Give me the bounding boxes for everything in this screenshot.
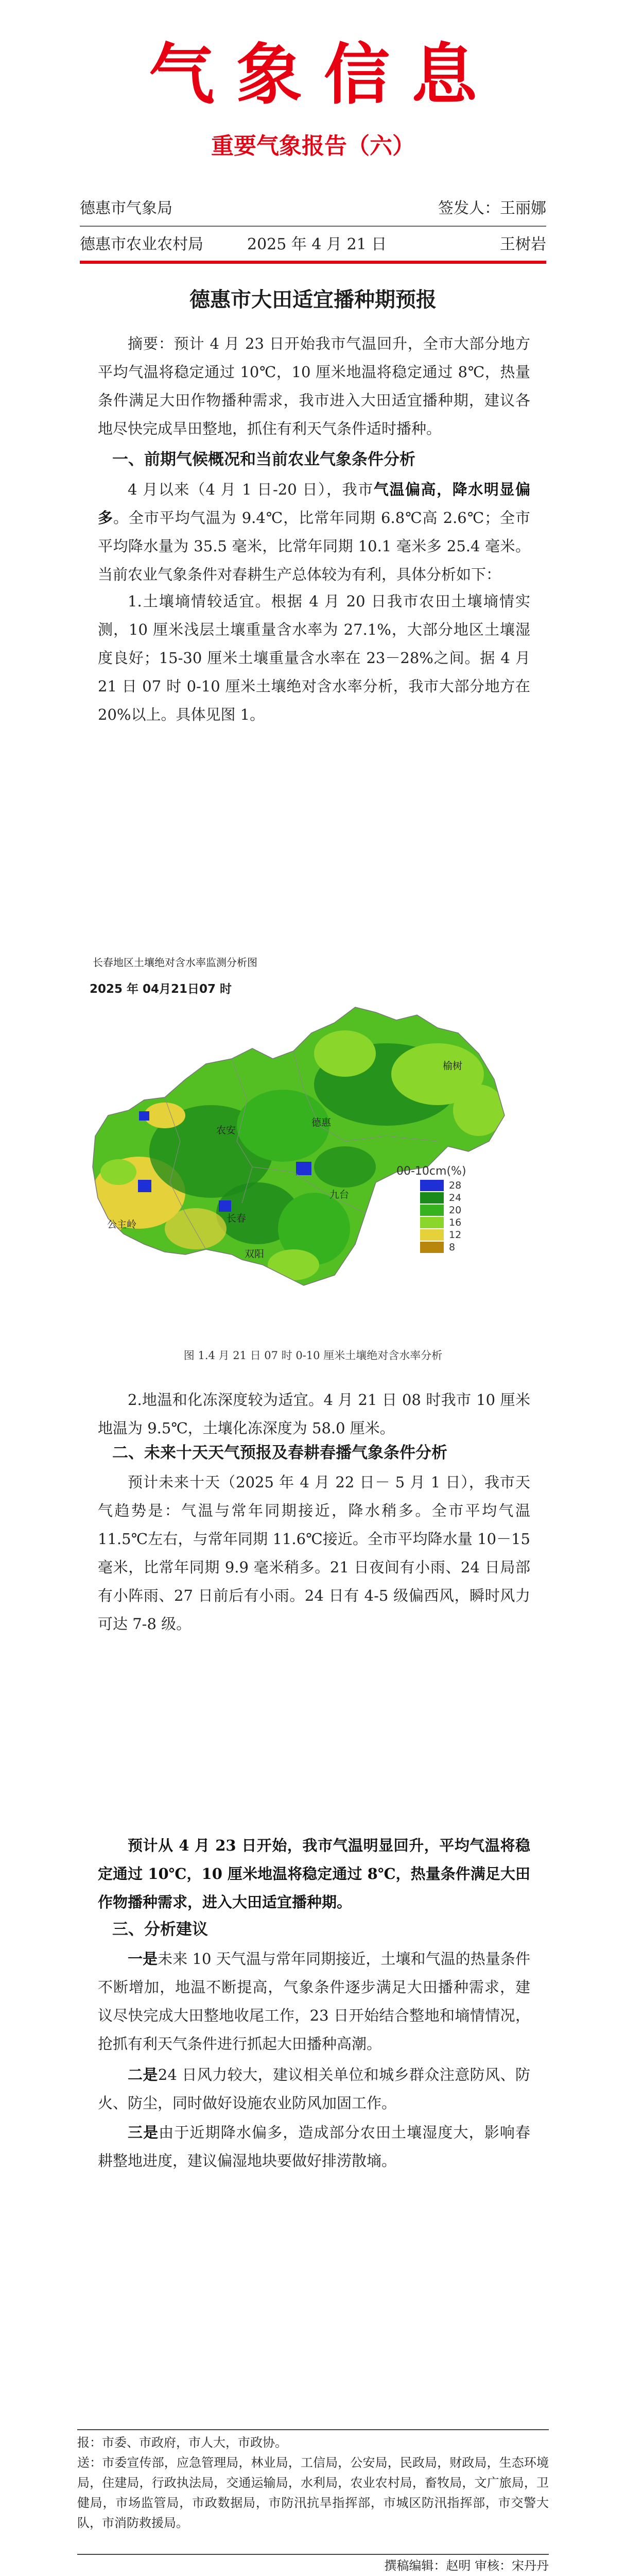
document-title: 德惠市大田适宜播种期预报 bbox=[189, 288, 437, 312]
legend-swatch bbox=[420, 1205, 444, 1216]
s3-p1-text: 未来 10 天气温与常年同期接近，土壤和气温的热量条件不断增加，地温不断提高，气象条件逐步满足大田播种需求，建议尽快完成大田整地收尾工作，23 日开始结合整地和墒情情况，抢抓有利天气条件进行抓起大田播种高潮。 bbox=[98, 1950, 530, 2053]
legend-swatch bbox=[420, 1242, 444, 1253]
issuer-signer: 签发人：王丽娜 bbox=[438, 199, 546, 217]
section1-heading: 一、前期气候概况和当前农业气象条件分析 bbox=[112, 450, 415, 469]
footer-divider-mid bbox=[77, 2554, 549, 2555]
report-subtitle: 重要气象报告（六） bbox=[211, 133, 415, 159]
red-divider bbox=[80, 261, 546, 264]
place-label-yushu: 榆树 bbox=[443, 1060, 463, 1072]
s3-p2-text: 24 日风力较大，建议相关单位和城乡群众注意防风、防火、防尘，同时做好设施农业防风加固工作。 bbox=[98, 2066, 530, 2112]
abstract bbox=[98, 330, 530, 443]
legend-swatch bbox=[420, 1229, 444, 1241]
s1-p1-text-b: 。全市平均气温为 9.4℃，比常年同期 6.8℃高 2.6℃；全市平均降水量为 35.5 毫米，比常年同期 10.1 毫米多 25.4 毫米。当前农业气象条件对春耕生产总体较为有利，具体分析如下： bbox=[98, 509, 530, 583]
place-label-nongan: 农安 bbox=[216, 1125, 236, 1136]
legend-item bbox=[396, 1242, 479, 1253]
s3-p2-lead: 二是 bbox=[128, 2066, 158, 2083]
legend-label: 20 bbox=[449, 1205, 462, 1216]
place-label-shuangyang: 双阳 bbox=[245, 1248, 265, 1260]
legend-swatch bbox=[420, 1192, 444, 1204]
map-region bbox=[77, 997, 530, 1327]
legend-item bbox=[396, 1217, 479, 1228]
section2-paragraph2: 预计从 4 月 23 日开始，我市气温明显回升，平均气温将稳定通过 10℃，10 厘米地温将稳定通过 8℃，热量条件满足大田作物播种需求，进入大田适宜播种期。 bbox=[98, 1837, 530, 1911]
abstract-label: 摘要： bbox=[128, 335, 174, 352]
section3-heading: 三、分析建议 bbox=[112, 1920, 208, 1939]
legend-label: 12 bbox=[449, 1229, 462, 1241]
section1-paragraph1 bbox=[98, 476, 530, 589]
co-issuer-org: 德惠市农业农村局 bbox=[80, 235, 203, 253]
legend-swatch bbox=[420, 1180, 444, 1191]
legend-item bbox=[396, 1205, 479, 1216]
legend-label: 28 bbox=[449, 1180, 462, 1191]
figure-caption: 图 1.4 月 21 日 07 时 0-10 厘米土壤绝对含水率分析 bbox=[183, 1349, 443, 1362]
soil-moisture-map-figure bbox=[77, 956, 530, 1347]
legend-item bbox=[396, 1192, 479, 1204]
legend-label: 8 bbox=[449, 1242, 456, 1253]
footer-divider-top bbox=[77, 2429, 549, 2430]
copy-recipients: 送：市委宣传部，应急管理局，林业局，工信局，公安局，民政局，财政局，生态环境局，住建局，行政执法局，交通运输局，水利局，农业农村局，畜牧局，文广旅局，卫健局，市场监管局，市政数据局，市防汛抗旱指挥部，市城区防汛指挥部，市交警大队，市消防救援局。 bbox=[77, 2455, 549, 2530]
place-label-gongzhuling: 公主岭 bbox=[107, 1219, 137, 1230]
section1-paragraph3: 2.地温和化冻深度较为适宜。4 月 21 日 08 时我市 10 厘米地温为 9.5℃，土壤化冻深度为 58.0 厘米。 bbox=[98, 1391, 530, 1437]
map-title: 长春地区土壤绝对含水率监测分析图 bbox=[93, 956, 257, 969]
issuer-row bbox=[80, 198, 546, 219]
place-label-dehui: 德惠 bbox=[311, 1117, 332, 1128]
s3-p3-text: 由于近期降水偏多，造成部分农田土壤湿度大，影响春耕整地进度，建议偏湿地块要做好排涝散墒。 bbox=[98, 2124, 530, 2170]
editor-signature: 撰稿编辑：赵明 审核：宋丹丹 bbox=[384, 2558, 549, 2573]
issuer-org: 德惠市气象局 bbox=[80, 199, 172, 217]
section3-paragraph2 bbox=[98, 2061, 530, 2117]
legend-label: 16 bbox=[449, 1217, 462, 1228]
co-issuer-row bbox=[80, 234, 546, 255]
co-issuer-signer: 王树岩 bbox=[500, 235, 546, 253]
legend-item bbox=[396, 1180, 479, 1191]
soil-moisture-map bbox=[77, 997, 530, 1327]
map-legend bbox=[396, 1164, 479, 1253]
section3-paragraph1 bbox=[98, 1945, 530, 2058]
legend-title: 00-10cm(%) bbox=[396, 1165, 466, 1178]
section2-heading: 二、未来十天天气预报及春耕春播气象条件分析 bbox=[112, 1444, 447, 1462]
legend-label: 24 bbox=[449, 1192, 462, 1204]
map-date: 2025 年 04月21日07 时 bbox=[90, 982, 232, 996]
section2-paragraph1: 预计未来十天（2025 年 4 月 22 日－ 5 月 1 日），我市天气趋势是：气温与常年同期接近，降水稍多。全市平均气温 11.5℃左右，与常年同期 11.6℃接近。全市平均降水量 10－15 毫米，比常年同期 9.9 毫米稍多。21 日夜间有小雨、24 日局部有小阵雨、27 日前后有小雨。24 日有 4-5 级偏西风，瞬时风力可达 7-8 级。 bbox=[98, 1473, 530, 1633]
section1-paragraph2: 1.土壤墒情较适宜。根据 4 月 20 日我市农田土壤墒情实测，10 厘米浅层土壤重量含水率为 27.1%，大部分地区土壤湿度良好；15-30 厘米土壤重量含水率在 23－28%之间。据 4 月 21 日 07 时 0-10 厘米土壤绝对含水率分析，我市大部分地方在 20%以上。具体见图 1。 bbox=[98, 592, 530, 723]
place-label-changchun: 长春 bbox=[227, 1213, 247, 1224]
abstract-text: 预计 4 月 23 日开始我市气温回升，全市大部分地方平均气温将稳定通过 10℃，10 厘米地温将稳定通过 8℃，热量条件满足大田作物播种需求，我市进入大田适宜播种期，建议各地尽快完成旱田整地，抓住有利天气条件适时播种。 bbox=[98, 335, 530, 437]
s1-p1-text-a: 4 月以来（4 月 1 日-20 日），我市 bbox=[128, 481, 374, 498]
legend-swatch bbox=[420, 1217, 444, 1228]
place-label-jiutai: 九台 bbox=[329, 1189, 350, 1200]
s1-p1-emphasis: 气温偏高，降水明显偏多 bbox=[98, 481, 530, 527]
header-divider bbox=[80, 226, 546, 227]
masthead bbox=[0, 36, 626, 161]
report-recipients: 报：市委、市政府，市人大，市政协。 bbox=[77, 2435, 287, 2450]
s3-p1-lead: 一是 bbox=[128, 1950, 158, 1968]
s3-p3-lead: 三是 bbox=[128, 2124, 159, 2141]
legend-items bbox=[396, 1180, 479, 1253]
legend-item bbox=[396, 1229, 479, 1241]
masthead-title: 气象信息 bbox=[148, 36, 499, 113]
section3-paragraph3 bbox=[98, 2119, 530, 2175]
issue-date: 2025 年 4 月 21 日 bbox=[247, 235, 387, 253]
